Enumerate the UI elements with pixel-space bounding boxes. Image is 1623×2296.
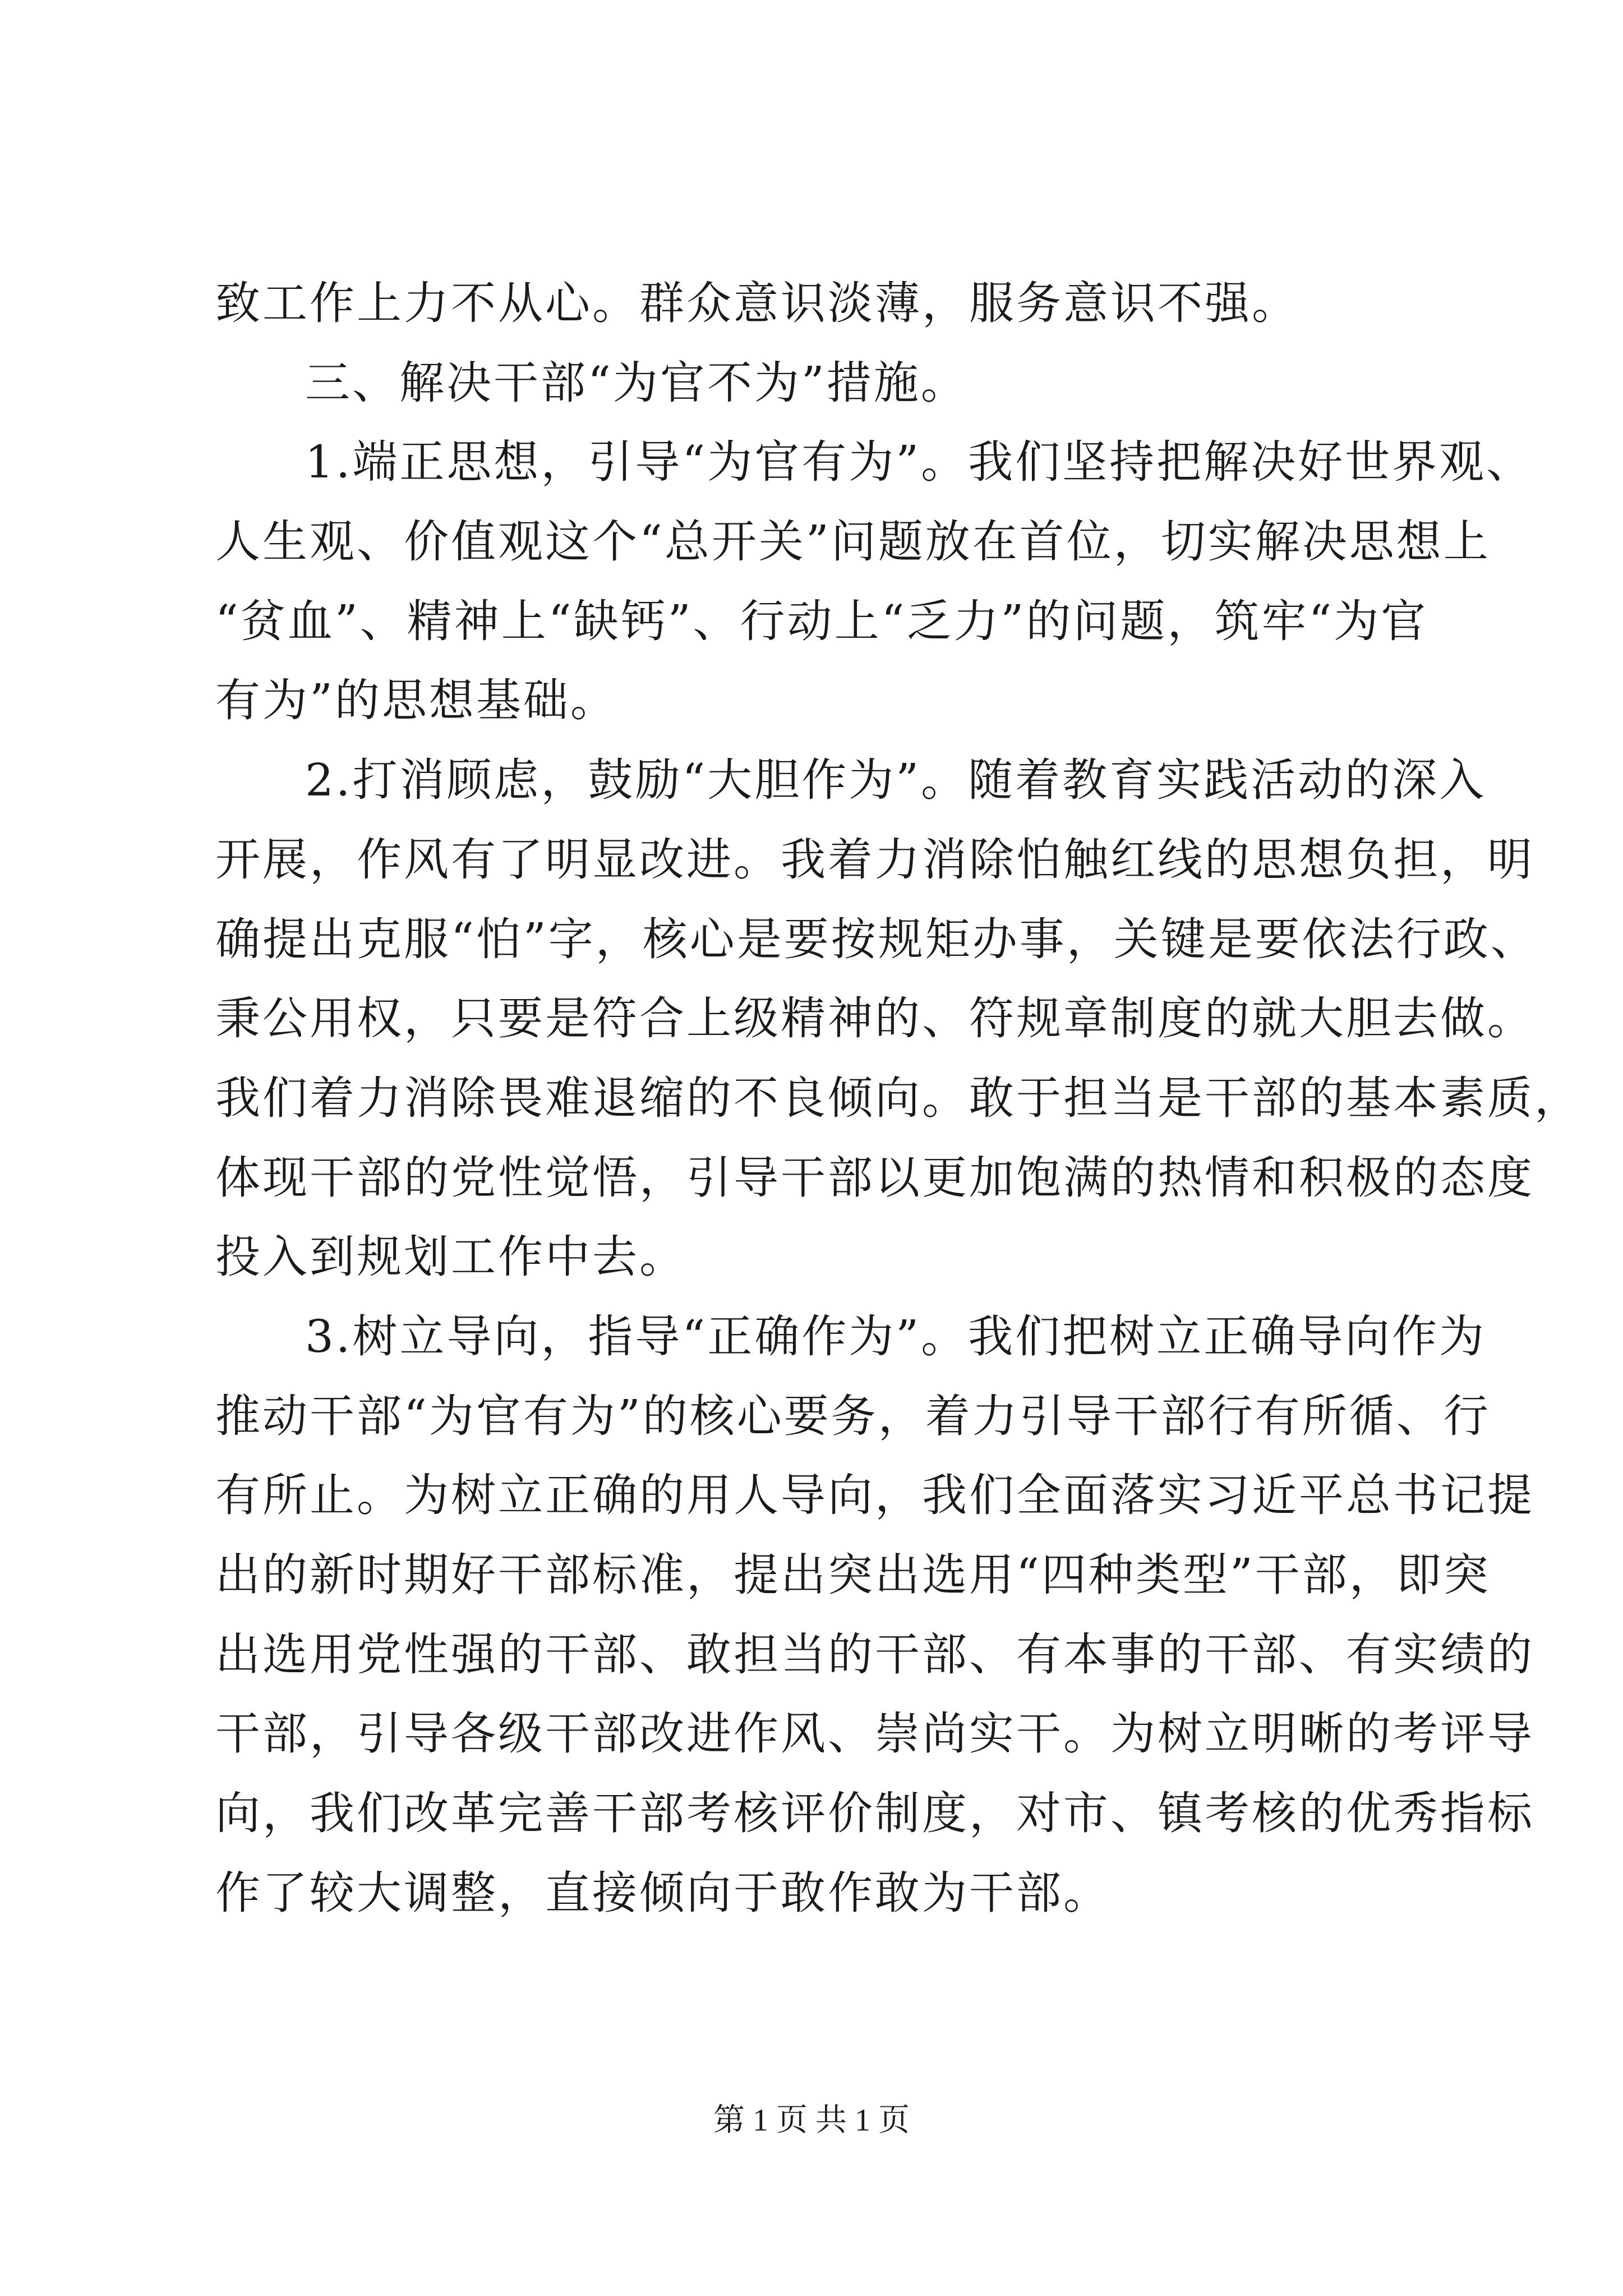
text-line: “贫血”、精神上“缺钙”、行动上“乏力”的问题，筑牢“为官 [215, 595, 1428, 647]
text-line: 出选用党性强的干部、敢担当的干部、有本事的干部、有实绩的 [215, 1628, 1534, 1681]
text-line: 有为”的思想基础。 [215, 674, 617, 727]
text-line: 确提出克服“怕”字，核心是要按规矩办事，关键是要依法行政、 [215, 913, 1538, 965]
text-line: 2.打消顾虑，鼓励“大胆作为”。随着教育实践活动的深入 [305, 754, 1487, 807]
text-line: 出的新时期好干部标准，提出突出选用“四种类型”干部，即突 [215, 1549, 1491, 1601]
text-line: 有所止。为树立正确的用人导向，我们全面落实习近平总书记提 [215, 1469, 1534, 1522]
page-number-footer: 第 1 页 共 1 页 [713, 2103, 910, 2138]
text-line: 秉公用权，只要是符合上级精神的、符规章制度的就大胆去做。 [215, 992, 1534, 1045]
text-line: 我们着力消除畏难退缩的不良倾向。敢于担当是干部的基本素质， [215, 1071, 1581, 1124]
text-line: 推动干部“为官有为”的核心要务，着力引导干部行有所循、行 [215, 1389, 1491, 1442]
text-line: 投入到规划工作中去。 [215, 1231, 686, 1283]
text-line: 干部，引导各级干部改进作风、崇尚实干。为树立明晰的考评导 [215, 1708, 1534, 1760]
document-body [215, 264, 1581, 1932]
text-line: 致工作上力不从心。群众意识淡薄，服务意识不强。 [215, 277, 1299, 329]
section-heading: 三、解决干部“为官不为”措施。 [305, 356, 968, 409]
text-line: 体现干部的党性觉悟，引导干部以更加饱满的热情和积极的态度 [215, 1151, 1534, 1204]
text-line: 开展，作风有了明显改进。我着力消除怕触红线的思想负担，明 [215, 833, 1534, 886]
text-line: 作了较大调整，直接倾向于敢作敢为干部。 [215, 1866, 1110, 1919]
text-line: 3.树立导向，指导“正确作为”。我们把树立正确导向作为 [305, 1310, 1487, 1363]
text-line: 向，我们改革完善干部考核评价制度，对市、镇考核的优秀指标 [215, 1787, 1534, 1840]
text-line: 1.端正思想，引导“为官有为”。我们坚持把解决好世界观、 [305, 436, 1534, 489]
text-line: 人生观、价值观这个“总开关”问题放在首位，切实解决思想上 [215, 516, 1491, 568]
